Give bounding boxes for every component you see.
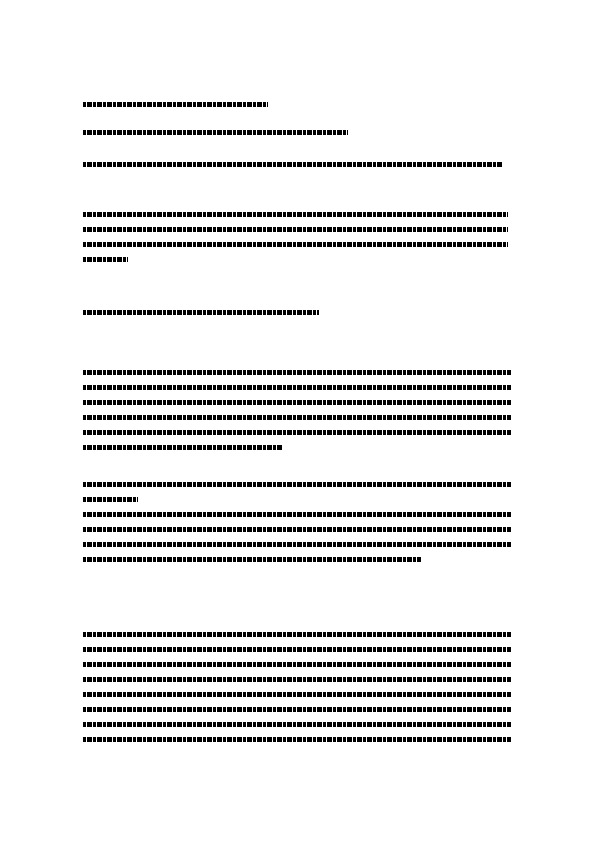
text-line [83,445,283,450]
text-line [83,482,511,487]
text-line [83,385,511,390]
text-line [83,557,421,562]
text-line [83,130,348,135]
heading-3 [83,160,503,175]
text-line [83,707,511,712]
text-line [83,542,511,547]
text-line [83,677,511,682]
text-line [83,430,511,435]
heading-1 [83,100,268,115]
text-line [83,400,511,405]
text-line [83,647,511,652]
text-line [83,527,511,532]
text-line [83,227,508,232]
text-line [83,415,511,420]
paragraph-2 [83,368,511,458]
text-line [83,512,511,517]
text-line [83,737,511,742]
text-line [83,212,508,217]
paragraph-3 [83,480,511,570]
text-line [83,310,319,315]
paragraph-4 [83,630,511,750]
text-line [83,257,128,262]
heading-4 [83,308,319,323]
text-line [83,242,508,247]
text-line [83,692,511,697]
text-line [83,722,511,727]
paragraph-1 [83,210,508,270]
heading-2 [83,128,348,143]
text-line [83,162,503,167]
text-line [83,370,511,375]
text-line [83,497,138,502]
text-line [83,632,511,637]
text-line [83,662,511,667]
text-line [83,102,268,107]
